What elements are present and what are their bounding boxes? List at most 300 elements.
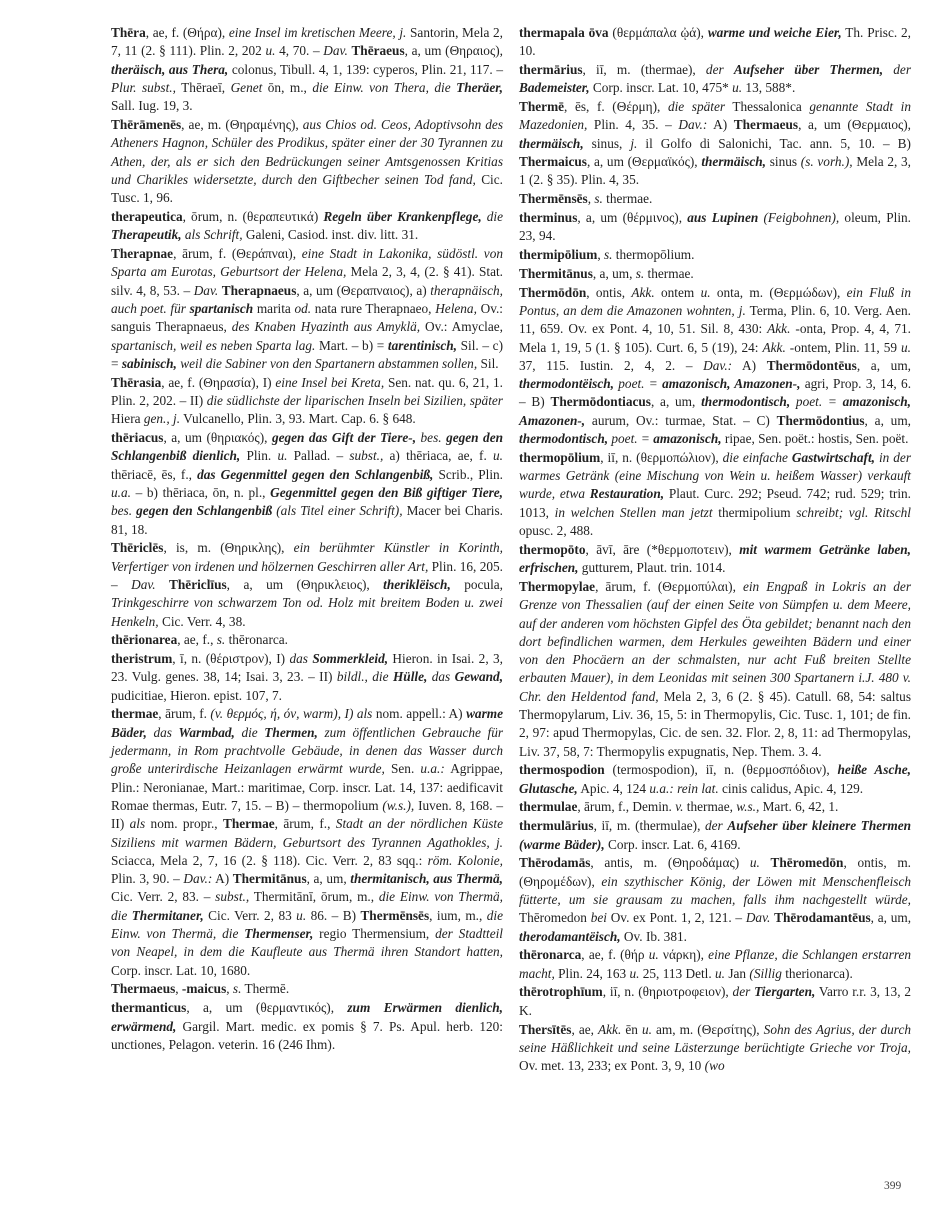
headword: Thermōdontiacus bbox=[550, 394, 651, 410]
italic-text: bei bbox=[590, 910, 607, 926]
right-column bbox=[519, 24, 911, 1076]
dictionary-entry bbox=[519, 817, 911, 854]
headword: Therapnae bbox=[111, 246, 174, 262]
italic-text: das bbox=[153, 724, 172, 740]
entry-text: Mela 2, 3, 6 (2. § 45). Catull. 68, 54: saltus Thermopylarum, Liv. 36, 15, 5: in Thermopylis, Cic. Tusc. 1, 101; de fin. 2, 97: apud Thermopylas, Cic. de sen. 32. Flor. 2, 8, 11: ad Thermopylas, Liv. 37, 58, 7: Thermopylis expugnatis, Nep. Them. 3. 4. bbox=[519, 688, 911, 759]
translation: zum Erwärmen dienlich, erwärmend, bbox=[111, 1000, 503, 1034]
entry-text: Vulcanello, Plin. 3, 93. Mart. Cap. 6. § 648. bbox=[180, 411, 416, 427]
dictionary-entry bbox=[519, 98, 911, 189]
translation: thermitanisch, aus Thermä, bbox=[350, 871, 503, 887]
headword: Thermopylae bbox=[519, 578, 596, 594]
entry-text: , a, um (Θερμαϊκός), bbox=[586, 154, 702, 170]
italic-text: (s. vorh.), bbox=[800, 154, 853, 170]
italic-text: als Schrift, bbox=[184, 227, 243, 243]
translation: gegen den Schlangenbiß bbox=[136, 503, 273, 519]
entry-text: Ov. ex Pont. 1, 2, 121. – bbox=[606, 910, 746, 926]
entry-text: Terma, Plin. 6, 10. Verg. Aen. 11, 659. Ov. ex Pont. 4, 10, 51. Sil. 8, 430: bbox=[519, 302, 911, 337]
headword: Thermēnsēs bbox=[519, 191, 588, 207]
page-number: 399 bbox=[884, 1180, 902, 1192]
entry-text: thermae. bbox=[644, 265, 694, 281]
italic-text: eine Insel im kretischen Meere, j. bbox=[228, 25, 407, 40]
italic-text: weil die Sabiner von den Spartanern abstammen sollen, bbox=[180, 355, 478, 371]
dictionary-entry bbox=[519, 61, 911, 98]
headword: thermanticus bbox=[111, 1000, 187, 1016]
dictionary-entry bbox=[519, 24, 911, 61]
italic-text: schreibt; vgl. Ritschl bbox=[796, 504, 912, 520]
entry-text: Cic. Verr. 2, 83. – bbox=[111, 889, 216, 905]
headword: thēriacus bbox=[111, 430, 164, 446]
translation: thermodontisch, bbox=[519, 431, 609, 447]
dictionary-entry bbox=[519, 761, 911, 798]
entry-text: Sil. – c) = bbox=[111, 337, 503, 371]
italic-text: poet. = bbox=[795, 394, 837, 410]
headword: thermae bbox=[111, 706, 159, 722]
italic-text: v. bbox=[675, 799, 684, 815]
entry-text: Thessalonica bbox=[725, 99, 810, 115]
translation: Aufseher über kleinere Thermen (warme Bäder), bbox=[519, 818, 911, 852]
translation: Gegenmittel gegen den Biß giftiger Tiere, bbox=[270, 484, 503, 500]
dictionary-entry bbox=[519, 190, 911, 208]
italic-text: poet. = bbox=[611, 431, 650, 447]
dictionary-entry bbox=[111, 631, 503, 649]
dictionary-entry bbox=[519, 209, 911, 246]
entry-text: regio Thermensium, bbox=[313, 926, 436, 942]
entry-text: sinus, bbox=[583, 135, 631, 151]
entry-text: thēronarca. bbox=[225, 632, 289, 648]
translation: thermodontëisch, bbox=[519, 376, 614, 392]
italic-text: s. bbox=[216, 632, 226, 648]
left-column bbox=[111, 24, 503, 1055]
headword: Thermitānus bbox=[232, 871, 307, 887]
entry-text: Sciacca, Mela 2, 7, 16 (2. § 118). Cic. Verr. 2, 83 sqq.: bbox=[111, 852, 428, 868]
translation: Thermen, bbox=[264, 724, 318, 740]
italic-text: eine Stadt in Lakonika, südöstl. von Sparta am Eurotas, Geburtsort der Helena, bbox=[111, 246, 503, 280]
entry-text: Cic. Verr. 4, 38. bbox=[158, 613, 246, 629]
entry-text: Corp. inscr. Lat. 10, 475* bbox=[589, 80, 733, 96]
entry-text: , ae, bbox=[571, 1021, 599, 1037]
headword: therminus bbox=[519, 209, 578, 225]
entry-text: opusc. 2, 488. bbox=[519, 523, 594, 539]
italic-text: das bbox=[431, 669, 451, 685]
headword: Thermaicus bbox=[519, 154, 587, 170]
entry-text bbox=[156, 577, 169, 592]
entry-text: Sil. bbox=[477, 355, 499, 371]
entry-text: – b) thēriaca, ōn, n. pl., bbox=[130, 484, 271, 500]
italic-text: w.s., bbox=[736, 799, 760, 815]
italic-text: bildl., die bbox=[336, 669, 389, 685]
translation: warme und weiche Eier, bbox=[707, 25, 842, 40]
entry-text: , ārum, f. bbox=[158, 706, 211, 722]
dictionary-entry bbox=[111, 650, 503, 705]
translation: das Gegenmittel gegen den Schlangenbiß, bbox=[197, 466, 434, 482]
italic-text: die Einw. von Thera, die bbox=[312, 79, 451, 95]
dictionary-entry bbox=[111, 24, 503, 115]
headword: -maicus bbox=[181, 981, 227, 997]
headword: thērionarea bbox=[111, 632, 178, 648]
dictionary-entry bbox=[519, 246, 911, 264]
translation: thermäisch, bbox=[701, 154, 766, 170]
dictionary-entry bbox=[519, 854, 911, 945]
italic-text: u. bbox=[265, 43, 276, 59]
entry-text: , a, um (θέρμινος), bbox=[577, 209, 688, 225]
italic-text: u.a. bbox=[111, 484, 131, 500]
headword: Thermē bbox=[519, 99, 565, 115]
entry-text: nata rure Therapnaeo, bbox=[311, 300, 436, 316]
entry-text: , ontis, bbox=[586, 284, 632, 300]
entry-text: (termospodion), iī, n. (θερμοσπόδιον), bbox=[604, 762, 838, 778]
entry-text bbox=[724, 62, 734, 77]
translation: Regeln über Krankenpflege, bbox=[323, 208, 482, 224]
italic-text: ein Fluß in Pontus, an dem die Amazonen wohnten, j. bbox=[519, 284, 911, 318]
entry-text: oleum, Plin. 23, 94. bbox=[519, 209, 911, 244]
dictionary-entry bbox=[519, 983, 911, 1020]
italic-text: Akk. bbox=[762, 339, 786, 355]
headword: thēronarca bbox=[519, 947, 582, 963]
dictionary-entry bbox=[519, 541, 911, 578]
translation: Theräer, bbox=[456, 79, 503, 95]
italic-text: die später bbox=[667, 99, 726, 115]
italic-text: Dav.: bbox=[678, 117, 708, 133]
entry-text: nom. propr., bbox=[145, 816, 223, 832]
translation: tarentinisch, bbox=[387, 337, 457, 353]
italic-text: od. bbox=[294, 300, 312, 316]
entry-text: , iī, m. (thermae), bbox=[582, 62, 706, 78]
entry-text: , a, um, bbox=[592, 265, 636, 281]
entry-text: A) bbox=[707, 117, 734, 133]
entry-text: Th. Prisc. 2, 10. bbox=[519, 25, 911, 59]
translation: thermäisch, bbox=[519, 135, 584, 151]
entry-text: onta, m. (Θερμώδων), bbox=[710, 284, 847, 300]
entry-text: Plaut. Curc. 292; Pseud. 742; rud. 529; trin. 1013, bbox=[519, 486, 912, 520]
entry-text: , a, um (Θεραπναιος), a) bbox=[296, 282, 431, 298]
entry-text: Ov.: Amyclae, bbox=[420, 319, 503, 335]
entry-text: pudicitiae, Hieron. epist. 107, 7. bbox=[111, 687, 282, 703]
translation: heiße Asche, Glutasche, bbox=[519, 762, 911, 796]
italic-text: poet. = bbox=[618, 376, 658, 392]
entry-text: , ae, f., bbox=[177, 632, 217, 648]
italic-text: s. bbox=[232, 981, 242, 997]
entry-text: , bbox=[226, 981, 233, 997]
entry-text: , bbox=[587, 191, 595, 207]
italic-text: ein berühmter Künstler in Korinth, Verfertiger von irdenen und hölzernen Geschirren aller Art, bbox=[111, 540, 503, 574]
entry-text: Mela 2, 3, 4, (2. § 41). Stat. silv. 4, 8, 53. – bbox=[111, 264, 503, 298]
italic-text: der bbox=[705, 62, 724, 78]
italic-text: (Feigbohnen), bbox=[763, 209, 840, 225]
italic-text: eine Insel bei Kreta, bbox=[275, 374, 385, 390]
translation: Bademeister, bbox=[519, 80, 590, 96]
italic-text: zum öffentlichen Gebrauche für jedermann, in Rom prachtvolle Gebäude, in denen das Wasser durch große unterirdische Heizanlagen erwärmt wurde, bbox=[111, 724, 504, 777]
headword: Thērodamantēus bbox=[774, 910, 871, 926]
entry-text: cinis calidus, Apic. 4, 129. bbox=[718, 780, 864, 796]
italic-text: u. bbox=[715, 965, 726, 981]
italic-text: Genet bbox=[230, 79, 263, 95]
headword: Therapnaeus bbox=[221, 282, 297, 298]
entry-text: Cic. Tusc. 1, 96. bbox=[111, 171, 503, 206]
entry-text: il Golfo di Salonichi, Tac. ann. 5, 10. – B) bbox=[637, 135, 911, 151]
entry-text: 37, 115. Iustin. 2, 4, 2. – bbox=[519, 357, 704, 373]
entry-text: thermopōlium. bbox=[612, 247, 695, 263]
entry-text: thermipolium bbox=[712, 504, 797, 520]
headword: Thermaeus bbox=[733, 117, 799, 133]
entry-text: Plin. 24, 163 bbox=[554, 965, 630, 981]
entry-text: , a, um, bbox=[306, 871, 351, 887]
headword: Thēromedōn bbox=[770, 855, 844, 871]
entry-text: ōn, m., bbox=[262, 79, 313, 95]
italic-text: eine Pflanze, die Schlangen erstarren macht, bbox=[519, 947, 912, 981]
entry-text: , a, um, bbox=[870, 910, 912, 926]
entry-text: Cic. Verr. 2, 83 bbox=[203, 907, 297, 923]
entry-text: 4, 70. – bbox=[275, 43, 324, 59]
italic-text: subst., bbox=[349, 448, 384, 464]
dictionary-entry bbox=[111, 245, 503, 373]
entry-text: , iī, n. (θερμοπώλιον), bbox=[600, 449, 723, 465]
headword: thērotrophīum bbox=[519, 984, 603, 1000]
entry-text: thermae. bbox=[602, 191, 653, 207]
italic-text: u.a.: rein lat. bbox=[649, 780, 719, 796]
headword: therapeutica bbox=[111, 208, 183, 224]
dictionary-entry bbox=[519, 284, 911, 449]
italic-text: die einfache bbox=[722, 449, 788, 465]
italic-text: die Einw. von Thermä, die bbox=[111, 889, 503, 923]
italic-text: s. bbox=[594, 191, 603, 207]
translation: Hülle, bbox=[392, 669, 428, 685]
entry-text: Sen. bbox=[384, 761, 421, 777]
entry-text: Plin. 16, 205. – bbox=[111, 558, 503, 592]
italic-text: s. bbox=[603, 247, 613, 263]
entry-text: , ae, f. (Θήρα), bbox=[145, 25, 229, 40]
italic-text: als bbox=[129, 816, 146, 832]
italic-text: der Stadtteil von Neapel, in dem die Kaufleute aus Thermä ihren Standort hatten, bbox=[111, 926, 504, 960]
entry-text: Galeni, Casiod. inst. div. litt. 31. bbox=[242, 227, 419, 243]
translation: Gewand, bbox=[454, 669, 504, 685]
entry-text: Plin. bbox=[240, 448, 278, 464]
headword: theristrum bbox=[111, 651, 173, 667]
headword: Thermaeus bbox=[111, 981, 176, 997]
entry-text: , iī, n. (θηριοτροφειον), bbox=[602, 984, 733, 1000]
italic-text: Sohn des Agrius, der durch seine Häßlichkeit und seine Lästerzunge berüchtigte Grieche vor Troja, bbox=[519, 1021, 911, 1055]
italic-text: die südlichste der liparischen Inseln bei Sizilien, später bbox=[206, 392, 503, 408]
headword: Thērāmenēs bbox=[111, 116, 182, 132]
translation: Gastwirtschaft, bbox=[791, 449, 875, 465]
italic-text: Akk. bbox=[631, 284, 655, 300]
entry-text: Thēromedon bbox=[519, 910, 591, 926]
entry-text: Pallad. – bbox=[287, 448, 350, 464]
headword: Thermōdōn bbox=[519, 284, 587, 300]
translation: amazonisch, bbox=[653, 431, 722, 447]
italic-text: die bbox=[486, 208, 503, 224]
entry-text bbox=[172, 725, 179, 740]
entry-text: Thermē. bbox=[241, 981, 290, 997]
entry-text: Mela 2, 3, 1 (2. § 35). Plin. 4, 35. bbox=[519, 154, 911, 188]
entry-text: , āvī, āre (*θερμοποτειν), bbox=[585, 541, 740, 557]
italic-text: des Knaben Hyazinth aus Amyklä, bbox=[231, 319, 421, 335]
italic-text: u.a.: bbox=[420, 761, 445, 777]
translation: gegen das Gift der Tiere-, bbox=[271, 430, 417, 446]
dictionary-entry bbox=[111, 208, 503, 245]
italic-text: Dav. bbox=[193, 282, 219, 298]
entry-text: Thermitānī, ōrum, m., bbox=[249, 889, 379, 905]
translation: spartanisch bbox=[189, 300, 254, 316]
italic-text: die bbox=[241, 724, 258, 740]
italic-text: (w.s.), bbox=[382, 797, 415, 813]
dictionary-entry bbox=[111, 374, 503, 429]
entry-text: , ae, m. (Θηραμένης), bbox=[181, 116, 303, 132]
headword: thermospodion bbox=[519, 762, 605, 778]
italic-text: Stadt an der nördlichen Küste Siziliens mit warmen Bädern, Geburtsort des Tyrannen Agathokles, j. bbox=[111, 816, 504, 850]
entry-text: Scrib., Plin. bbox=[433, 466, 503, 482]
entry-text: , ēs, f. (Θέρμη), bbox=[564, 99, 668, 115]
dictionary-entry bbox=[111, 116, 503, 207]
entry-text: , ārum, f., bbox=[274, 816, 336, 832]
translation: Restauration, bbox=[589, 486, 665, 502]
italic-text: röm. Kolonie, bbox=[427, 852, 503, 868]
entry-text: Jan bbox=[725, 965, 750, 981]
headword: Thermēnsēs bbox=[360, 907, 430, 923]
dictionary-entry bbox=[111, 705, 503, 979]
translation: aus Lupinen bbox=[687, 209, 759, 225]
entry-text: thermae, bbox=[683, 799, 737, 815]
italic-text: gen., j. bbox=[143, 411, 181, 427]
translation: Warmbad, bbox=[178, 724, 235, 740]
headword: Thermitānus bbox=[519, 265, 593, 281]
headword: Thermōdontius bbox=[776, 412, 865, 428]
entry-text: ēn bbox=[621, 1021, 642, 1037]
headword: thermapala ōva bbox=[519, 25, 609, 40]
dictionary-entry bbox=[111, 539, 503, 630]
entry-text: , ae, f. (θήρ bbox=[581, 947, 649, 963]
italic-text: in der warmes Getränk (eine Mischung von Wein u. heißem Wasser) verkauft wurde, etwa bbox=[519, 449, 911, 502]
dictionary-entry bbox=[519, 578, 911, 761]
italic-text: j. bbox=[630, 135, 638, 151]
entry-text: Apic. 4, 124 bbox=[577, 780, 650, 796]
entry-text: A) bbox=[732, 357, 767, 373]
entry-text: Ov.: sanguis Therapnaeus, bbox=[111, 300, 503, 335]
italic-text: das bbox=[289, 651, 308, 667]
entry-text: Varro r.r. 3, 13, 2 K. bbox=[519, 984, 911, 1018]
entry-text: Ov. Ib. 381. bbox=[620, 928, 687, 944]
headword: thermopōlium bbox=[519, 449, 601, 465]
entry-text: ripae, Sen. poët.: hostis, Sen. poët. bbox=[721, 431, 909, 447]
italic-text: (Sillig bbox=[749, 965, 782, 981]
entry-text: , iī, m. (thermulae), bbox=[593, 818, 705, 834]
entry-text: Mart. 6, 42, 1. bbox=[759, 799, 839, 815]
entry-text: Hieron. in Isai. 2, 3, 23. Vulg. genes. 38, 14; Isai. 3, 23. – II) bbox=[111, 651, 503, 685]
entry-text: sinus bbox=[766, 154, 801, 170]
entry-text: , is, m. (Θηρικλης), bbox=[163, 540, 294, 556]
translation: thermodontisch, bbox=[701, 394, 791, 410]
italic-text: ein Engpaß in Lokris an der Grenze von Thessalien (auf der einen Seite von Sümpfen u. dem Meere, auf der anderen vom höchsten Gipfel des Öta gebildet; benannt nach den dort befindlichen warmen, dem Herkules geweihten Bädern und einer von den Phocäern an der schmalsten, nur acht Fuß breiten Stellte erbauten Mauer), in dem Leonidas mit seinen 300 Spartanern i.J. 480 v. Chr. den Heldentod fand, bbox=[519, 578, 911, 704]
italic-text: der bbox=[893, 62, 911, 78]
entry-text: a) thēriaca, ae, f. bbox=[383, 448, 494, 464]
entry-text: Plin. 3, 90. – bbox=[111, 871, 184, 887]
entry-text: , antis, m. (Θηροδάμας) bbox=[590, 855, 750, 871]
entry-text: Plin. 4, 35. – bbox=[587, 117, 679, 133]
entry-text: Hiera bbox=[111, 411, 144, 427]
entry-text: ontem bbox=[654, 284, 701, 300]
italic-text: u. bbox=[749, 855, 760, 871]
entry-text: am, m. (Θερσίτης), bbox=[651, 1021, 764, 1037]
headword: Thersītēs bbox=[519, 1021, 572, 1037]
italic-text: (als Titel einer Schrift), bbox=[276, 503, 403, 519]
entry-text: pocula, bbox=[450, 576, 503, 592]
headword: thermulae bbox=[519, 799, 578, 815]
headword: Thēriclīus bbox=[169, 576, 227, 592]
entry-text: Santorin, Mela 2, 7, 11 (2. § 111). Plin. 2, 202 bbox=[111, 25, 504, 59]
italic-text: u. bbox=[296, 907, 307, 923]
dictionary-entry bbox=[519, 946, 911, 983]
entry-text: agri, Prop. 3, 14, 6. – B) bbox=[519, 376, 912, 410]
entry-text: Corp. inscr. Lat. 6, 4169. bbox=[604, 836, 741, 852]
translation: warme Bäder, bbox=[111, 706, 503, 740]
italic-text: Plur. subst., bbox=[111, 79, 176, 95]
entry-text: colonus, Tibull. 4, 1, 139: cyperos, Plin. 21, 117. – bbox=[228, 61, 503, 77]
translation: Aufseher über Thermen, bbox=[733, 62, 884, 78]
headword: Thērasia bbox=[111, 374, 162, 390]
italic-text: bes. bbox=[111, 503, 133, 519]
italic-text: die Einw. von Thermä, die bbox=[111, 907, 503, 942]
italic-text: u. bbox=[277, 448, 288, 464]
entry-text: -onta, Prop. 4, 4, 71. Mela 1, 19, 5 (1. § 105). Curt. 6, 5 (19), 24: bbox=[519, 321, 912, 355]
italic-text: u. bbox=[629, 965, 640, 981]
entry-text: , a, um, bbox=[856, 357, 911, 373]
entry-text: therionarca). bbox=[781, 965, 853, 981]
translation: amazonisch, Amazonen-, bbox=[519, 394, 911, 428]
entry-text: nom. appell.: A) bbox=[372, 706, 467, 722]
entry-text: Mart. – b) = bbox=[315, 337, 388, 353]
entry-text: , a, um (Θηρικλειος), bbox=[226, 576, 384, 592]
entry-text: Ov. met. 13, 233; ex Pont. 3, 9, 10 bbox=[519, 1058, 705, 1074]
italic-text: der bbox=[732, 984, 751, 1000]
entry-text: , ī, n. (θέριστρον), I) bbox=[172, 651, 290, 667]
italic-text: der bbox=[705, 818, 723, 834]
italic-text: ein szythischer König, der Löwen mit Menschenfleisch fütterte, um sie grausam zu machen, falls ihm nachgestellt würde, bbox=[519, 873, 911, 907]
entry-text: Thēraeī, bbox=[175, 79, 231, 95]
entry-text: , ōrum, n. (θεραπευτικά) bbox=[182, 208, 324, 224]
entry-text bbox=[883, 62, 893, 77]
italic-text: Dav.: bbox=[703, 357, 733, 373]
translation: Therapeutik, bbox=[111, 227, 182, 243]
headword: thermopōto bbox=[519, 541, 586, 557]
entry-text: -ontem, Plin. 11, 59 bbox=[785, 339, 902, 355]
italic-text: Akk. bbox=[598, 1021, 622, 1037]
translation: gegen den Schlangenbiß dienlich, bbox=[111, 430, 504, 464]
entry-text: Sen. nat. qu. 6, 21, 1. Plin. 2, 202. – II) bbox=[111, 374, 504, 408]
italic-text: spartanisch, weil es neben Sparta lag. bbox=[111, 337, 316, 353]
entry-text: aurum, Ov.: turmae, Stat. – C) bbox=[585, 412, 777, 428]
entry-text: thēriacē, ēs, f., bbox=[111, 466, 198, 482]
italic-text: Akk. bbox=[767, 321, 791, 337]
entry-text: Iuven. 8, 168. – II) bbox=[111, 797, 503, 832]
entry-text: , a, um, bbox=[864, 412, 912, 428]
entry-text: , a, um (θηριακός), bbox=[163, 430, 272, 446]
headword: thermulārius bbox=[519, 818, 594, 834]
entry-text: gutturem, Plaut. trin. 1014. bbox=[578, 560, 726, 576]
italic-text: (v. θερμός, ή, όν, warm), I) als bbox=[210, 706, 373, 722]
italic-text: s. bbox=[635, 265, 645, 281]
dictionary-entry bbox=[519, 798, 911, 816]
headword: Thēriclēs bbox=[111, 540, 164, 556]
translation: amazonisch, Amazonen-, bbox=[662, 376, 801, 392]
headword: Thermae bbox=[222, 816, 275, 832]
italic-text: Dav. bbox=[131, 576, 156, 592]
translation: Thermitaner, bbox=[131, 907, 204, 923]
dictionary-entry bbox=[519, 449, 911, 540]
translation: Sommerkleid, bbox=[312, 651, 389, 667]
italic-text: Dav. bbox=[745, 910, 771, 926]
italic-text: genannte Stadt in Mazedonien, bbox=[519, 99, 911, 133]
entry-text: νάρκη), bbox=[658, 947, 709, 963]
headword: Thēraeus bbox=[351, 43, 405, 59]
